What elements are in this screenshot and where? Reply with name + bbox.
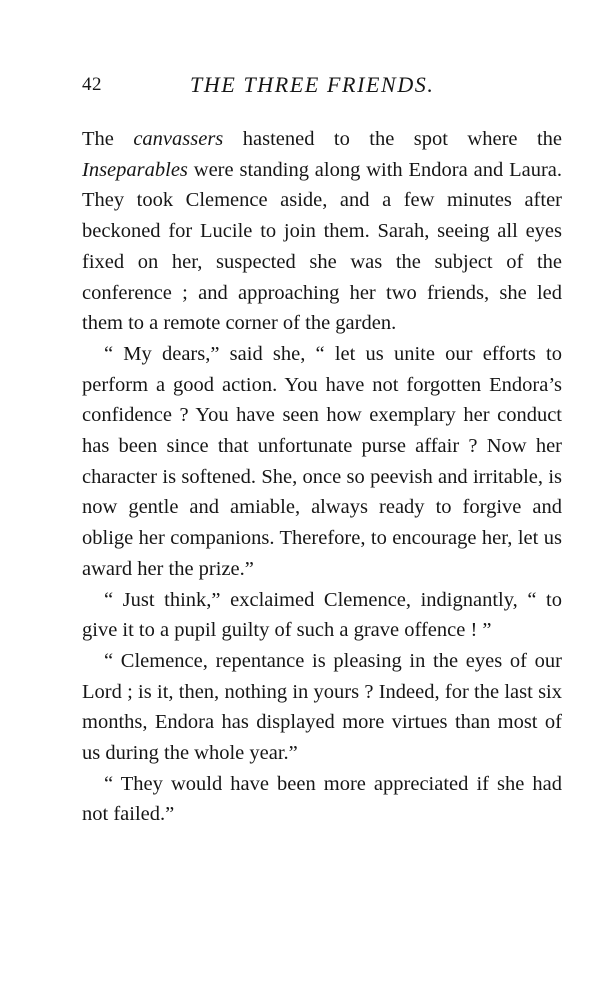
paragraph: “ Just think,” exclaimed Clemence, indignantly, “ to give it to a pupil guilty of such a grave offence ! ”	[82, 588, 562, 642]
italic-term-inseparables: Inseparables	[82, 158, 188, 181]
paragraph: “ They would have been more appreciated if she had not failed.”	[82, 772, 562, 826]
text-run: hastened to the spot where the	[223, 128, 562, 150]
page-number: 42	[82, 74, 102, 95]
running-title: THE THREE FRIENDS.	[190, 72, 435, 97]
paragraph	[82, 124, 562, 339]
paragraph: “ My dears,” said she, “ let us unite our efforts to perform a good action. You have not forgotten Endora’s confidence ? You have seen how exemplary her conduct has been since that unfortunate purse affair ? Now her character is softened. She, once so peevish and irritable, is now gentle and amiable, always ready to forgive and oblige her companions. Therefore, to encourage her, let us award her the prize.”	[82, 342, 562, 580]
italic-term-canvassers: canvassers	[133, 128, 224, 150]
text-run: were standing along with Endora and Laura. They took Clemence aside, and a few minutes after beckoned for Lucile to join them. Sarah, seeing all eyes fixed on her, suspected she was the subject of the conference ; and approaching her two friends, she led them to a remote corner of the garden.	[82, 158, 562, 335]
paragraph: “ Clemence, repentance is pleasing in the eyes of our Lord ; is it, then, nothing in yours ? Indeed, for the last six months, Endora has displayed more virtues than most of us during the whole year.”	[82, 649, 562, 765]
text-run: The	[82, 128, 134, 150]
page-header	[82, 72, 532, 104]
body-text	[82, 124, 562, 830]
